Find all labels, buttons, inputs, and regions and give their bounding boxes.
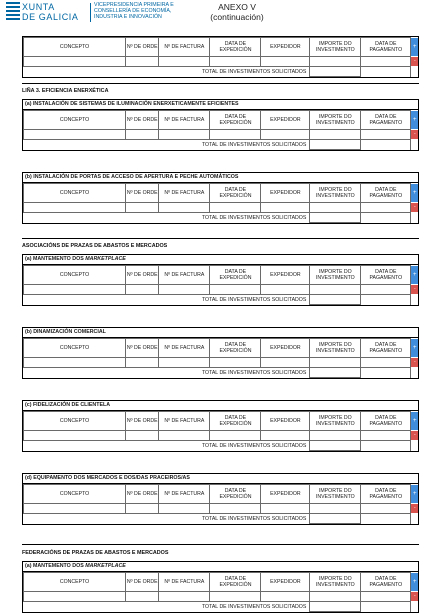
input-cell[interactable]: [210, 592, 261, 602]
column-header-issuer: EXPEDIDOR: [261, 184, 310, 203]
column-header-order-number: Nº DE ORDE: [126, 38, 159, 57]
table-row: [24, 285, 418, 295]
column-header-invoice-number: Nº DE FACTURA: [159, 184, 210, 203]
total-label: TOTAL DE INVESTIMENTOS SOLICITADOS: [24, 368, 310, 378]
column-header-concept: CONCEPTO: [24, 412, 126, 431]
table-row: [24, 431, 418, 441]
input-cell[interactable]: [159, 431, 210, 441]
input-cell[interactable]: [210, 203, 261, 213]
xunta-logo-icon: [6, 2, 20, 22]
column-header-payment-date: DATA DE PAGAMENTO: [361, 485, 411, 504]
investment-table: [23, 37, 418, 77]
column-header-amount: IMPORTE DO INVESTIMENTO: [310, 412, 361, 431]
delete-row-button[interactable]: -: [411, 592, 418, 601]
input-cell[interactable]: [210, 130, 261, 140]
input-cell[interactable]: [261, 203, 310, 213]
input-cell[interactable]: [310, 431, 361, 441]
column-header-concept: CONCEPTO: [24, 339, 126, 358]
total-amount-cell[interactable]: [310, 368, 361, 378]
investment-box-fed-marketplace: [22, 561, 419, 613]
column-header-issue-date: DATA DE EXPEDICIÓN: [210, 412, 261, 431]
input-cell[interactable]: [261, 130, 310, 140]
add-row-button[interactable]: +: [411, 111, 418, 129]
annex-title: ANEXO V (continuación): [210, 2, 264, 22]
input-cell[interactable]: [261, 285, 310, 295]
section-divider: [22, 544, 419, 545]
table-header-row: [24, 339, 418, 358]
column-header-amount: IMPORTE DO INVESTIMENTO: [310, 111, 361, 130]
total-label: TOTAL DE INVESTIMENTOS SOLICITADOS: [24, 140, 310, 150]
column-header-concept: CONCEPTO: [24, 573, 126, 592]
column-header-concept: CONCEPTO: [24, 266, 126, 285]
investment-box-doors: [22, 172, 419, 224]
total-amount-cell[interactable]: [310, 213, 361, 223]
column-header-issuer: EXPEDIDOR: [261, 485, 310, 504]
delete-row-button[interactable]: -: [411, 504, 418, 513]
total-amount-cell[interactable]: [310, 514, 361, 524]
investment-box-assoc-commercial: [22, 327, 419, 379]
column-header-payment-date: DATA DE PAGAMENTO: [361, 111, 411, 130]
input-cell[interactable]: [24, 592, 126, 602]
input-cell[interactable]: [310, 358, 361, 368]
total-row: [24, 295, 418, 305]
input-cell[interactable]: [310, 504, 361, 514]
column-header-issue-date: DATA DE EXPEDICIÓN: [210, 38, 261, 57]
total-row: [24, 602, 418, 612]
investment-box-assoc-equipment: [22, 473, 419, 525]
input-cell[interactable]: [126, 57, 159, 67]
column-header-amount: IMPORTE DO INVESTIMENTO: [310, 266, 361, 285]
total-amount-cell[interactable]: [310, 295, 361, 305]
investment-table: [23, 338, 418, 378]
column-header-amount: IMPORTE DO INVESTIMENTO: [310, 184, 361, 203]
delete-row-button[interactable]: -: [411, 285, 418, 294]
page-header: [0, 0, 439, 30]
column-header-issue-date: DATA DE EXPEDICIÓN: [210, 266, 261, 285]
investment-box-lighting: [22, 99, 419, 151]
add-row-button[interactable]: +: [411, 339, 418, 357]
table-header-row: [24, 573, 418, 592]
subsection-title: (c) FIDELIZACIÓN DE CLIENTELA: [23, 401, 418, 411]
add-row-button[interactable]: +: [411, 38, 418, 56]
input-cell[interactable]: [310, 57, 361, 67]
input-cell[interactable]: [210, 431, 261, 441]
subsection-title: (b) DINAMIZACIÓN COMERCIAL: [23, 328, 418, 338]
investment-table: [23, 183, 418, 223]
column-header-order-number: Nº DE ORDE: [126, 412, 159, 431]
table-row: [24, 57, 418, 67]
column-header-concept: CONCEPTO: [24, 485, 126, 504]
column-header-order-number: Nº DE ORDE: [126, 266, 159, 285]
delete-row-button[interactable]: -: [411, 431, 418, 440]
input-cell[interactable]: [126, 203, 159, 213]
input-cell[interactable]: [159, 57, 210, 67]
input-cell[interactable]: [159, 592, 210, 602]
org-name: XUNTA DE GALICIA: [22, 2, 79, 22]
investment-box-assoc-loyalty: [22, 400, 419, 452]
column-header-invoice-number: Nº DE FACTURA: [159, 266, 210, 285]
delete-row-button[interactable]: -: [411, 203, 418, 212]
column-header-amount: IMPORTE DO INVESTIMENTO: [310, 485, 361, 504]
subsection-title: (a) INSTALACIÓN DE SISTEMAS DE ILUMINACIÓN ENERXETICAMENTE EFICIENTES: [23, 100, 418, 110]
add-row-button[interactable]: +: [411, 266, 418, 284]
total-label: TOTAL DE INVESTIMENTOS SOLICITADOS: [24, 213, 310, 223]
input-cell[interactable]: [126, 431, 159, 441]
input-cell[interactable]: [126, 592, 159, 602]
input-cell[interactable]: [261, 57, 310, 67]
investment-table: [23, 572, 418, 612]
column-header-invoice-number: Nº DE FACTURA: [159, 485, 210, 504]
total-row: [24, 441, 418, 451]
column-header-issue-date: DATA DE EXPEDICIÓN: [210, 184, 261, 203]
column-header-invoice-number: Nº DE FACTURA: [159, 38, 210, 57]
total-row: [24, 514, 418, 524]
section-title-federations: FEDERACIÓNS DE PRAZAS DE ABASTOS E MERCADOS: [22, 550, 169, 556]
column-header-order-number: Nº DE ORDE: [126, 339, 159, 358]
input-cell[interactable]: [24, 504, 126, 514]
input-cell[interactable]: [159, 358, 210, 368]
column-header-order-number: Nº DE ORDE: [126, 573, 159, 592]
input-cell[interactable]: [159, 203, 210, 213]
input-cell[interactable]: [310, 592, 361, 602]
add-row-button[interactable]: +: [411, 412, 418, 430]
table-row: [24, 130, 418, 140]
table-header-row: [24, 485, 418, 504]
column-header-order-number: Nº DE ORDE: [126, 111, 159, 130]
input-cell[interactable]: [126, 358, 159, 368]
input-cell[interactable]: [361, 431, 411, 441]
input-cell[interactable]: [159, 285, 210, 295]
input-cell[interactable]: [210, 358, 261, 368]
table-header-row: [24, 412, 418, 431]
add-row-button[interactable]: +: [411, 485, 418, 503]
input-cell[interactable]: [24, 358, 126, 368]
column-header-payment-date: DATA DE PAGAMENTO: [361, 266, 411, 285]
input-cell[interactable]: [24, 431, 126, 441]
column-header-payment-date: DATA DE PAGAMENTO: [361, 339, 411, 358]
input-cell[interactable]: [159, 130, 210, 140]
input-cell[interactable]: [24, 57, 126, 67]
add-row-button[interactable]: +: [411, 184, 418, 202]
total-amount-cell[interactable]: [310, 67, 361, 77]
column-header-issue-date: DATA DE EXPEDICIÓN: [210, 111, 261, 130]
column-header-issuer: EXPEDIDOR: [261, 38, 310, 57]
column-header-issue-date: DATA DE EXPEDICIÓN: [210, 485, 261, 504]
input-cell[interactable]: [24, 203, 126, 213]
column-header-payment-date: DATA DE PAGAMENTO: [361, 573, 411, 592]
column-header-issuer: EXPEDIDOR: [261, 573, 310, 592]
input-cell[interactable]: [261, 358, 310, 368]
input-cell[interactable]: [361, 285, 411, 295]
section-divider: [22, 238, 419, 239]
input-cell[interactable]: [159, 504, 210, 514]
column-header-amount: IMPORTE DO INVESTIMENTO: [310, 38, 361, 57]
delete-row-button[interactable]: -: [411, 358, 418, 367]
table-row: [24, 358, 418, 368]
column-header-invoice-number: Nº DE FACTURA: [159, 412, 210, 431]
input-cell[interactable]: [126, 504, 159, 514]
subsection-title: (a) MANTEMENTO DOS MARKETPLACE: [23, 562, 418, 572]
input-cell[interactable]: [261, 431, 310, 441]
table-header-row: [24, 38, 418, 57]
column-header-amount: IMPORTE DO INVESTIMENTO: [310, 339, 361, 358]
column-header-payment-date: DATA DE PAGAMENTO: [361, 38, 411, 57]
column-header-issuer: EXPEDIDOR: [261, 266, 310, 285]
total-row: [24, 368, 418, 378]
column-header-issue-date: DATA DE EXPEDICIÓN: [210, 573, 261, 592]
column-header-invoice-number: Nº DE FACTURA: [159, 111, 210, 130]
table-header-row: [24, 184, 418, 203]
column-header-concept: CONCEPTO: [24, 38, 126, 57]
delete-row-button[interactable]: -: [411, 57, 418, 66]
add-row-button[interactable]: +: [411, 573, 418, 591]
investment-table: [23, 484, 418, 524]
input-cell[interactable]: [310, 203, 361, 213]
column-header-payment-date: DATA DE PAGAMENTO: [361, 412, 411, 431]
subsection-title: (d) EQUIPAMENTO DOS MERCADOS E DOS/DAS PRACEIROS/AS: [23, 474, 418, 484]
section-divider: [22, 83, 419, 84]
investment-table-continued: [22, 36, 419, 78]
section-title-associations: ASOCIACIÓNS DE PRAZAS DE ABASTOS E MERCADOS: [22, 243, 168, 249]
input-cell[interactable]: [210, 57, 261, 67]
column-header-invoice-number: Nº DE FACTURA: [159, 339, 210, 358]
input-cell[interactable]: [361, 592, 411, 602]
header-divider: [90, 3, 91, 22]
column-header-order-number: Nº DE ORDE: [126, 184, 159, 203]
investment-table: [23, 265, 418, 305]
column-header-concept: CONCEPTO: [24, 111, 126, 130]
investment-table: [23, 110, 418, 150]
investment-box-assoc-marketplace: [22, 254, 419, 306]
table-header-row: [24, 266, 418, 285]
total-row: [24, 140, 418, 150]
section-title-efficiency: LIÑA 3. EFICIENCIA ENERXÉTICA: [22, 88, 109, 94]
column-header-invoice-number: Nº DE FACTURA: [159, 573, 210, 592]
total-row: [24, 213, 418, 223]
column-header-issuer: EXPEDIDOR: [261, 339, 310, 358]
input-cell[interactable]: [361, 358, 411, 368]
input-cell[interactable]: [24, 130, 126, 140]
column-header-concept: CONCEPTO: [24, 184, 126, 203]
total-amount-cell[interactable]: [310, 602, 361, 612]
input-cell[interactable]: [126, 130, 159, 140]
input-cell[interactable]: [24, 285, 126, 295]
table-header-row: [24, 111, 418, 130]
subsection-title: (a) MANTEMENTO DOS MARKETPLACE: [23, 255, 418, 265]
input-cell[interactable]: [361, 130, 411, 140]
input-cell[interactable]: [310, 130, 361, 140]
total-label: TOTAL DE INVESTIMENTOS SOLICITADOS: [24, 441, 310, 451]
input-cell[interactable]: [126, 285, 159, 295]
delete-row-button[interactable]: -: [411, 130, 418, 139]
table-row: [24, 592, 418, 602]
total-label: TOTAL DE INVESTIMENTOS SOLICITADOS: [24, 295, 310, 305]
investment-table: [23, 411, 418, 451]
table-row: [24, 203, 418, 213]
input-cell[interactable]: [210, 504, 261, 514]
table-row: [24, 504, 418, 514]
subsection-title: (b) INSTALACIÓN DE PORTAS DE ACCESO DE APERTURA E PECHE AUTOMÁTICOS: [23, 173, 418, 183]
department-name: VICEPRESIDENCIA PRIMEIRA E CONSELLERÍA DE ECONOMÍA, INDUSTRIA E INNOVACIÓN: [94, 2, 174, 21]
total-label: TOTAL DE INVESTIMENTOS SOLICITADOS: [24, 514, 310, 524]
column-header-order-number: Nº DE ORDE: [126, 485, 159, 504]
input-cell[interactable]: [210, 285, 261, 295]
total-row: [24, 67, 418, 77]
column-header-issue-date: DATA DE EXPEDICIÓN: [210, 339, 261, 358]
input-cell[interactable]: [261, 504, 310, 514]
total-amount-cell[interactable]: [310, 441, 361, 451]
total-label: TOTAL DE INVESTIMENTOS SOLICITADOS: [24, 67, 310, 77]
input-cell[interactable]: [361, 57, 411, 67]
input-cell[interactable]: [310, 285, 361, 295]
input-cell[interactable]: [261, 592, 310, 602]
input-cell[interactable]: [361, 504, 411, 514]
column-header-payment-date: DATA DE PAGAMENTO: [361, 184, 411, 203]
column-header-issuer: EXPEDIDOR: [261, 111, 310, 130]
column-header-issuer: EXPEDIDOR: [261, 412, 310, 431]
input-cell[interactable]: [361, 203, 411, 213]
column-header-amount: IMPORTE DO INVESTIMENTO: [310, 573, 361, 592]
total-label: TOTAL DE INVESTIMENTOS SOLICITADOS: [24, 602, 310, 612]
total-amount-cell[interactable]: [310, 140, 361, 150]
